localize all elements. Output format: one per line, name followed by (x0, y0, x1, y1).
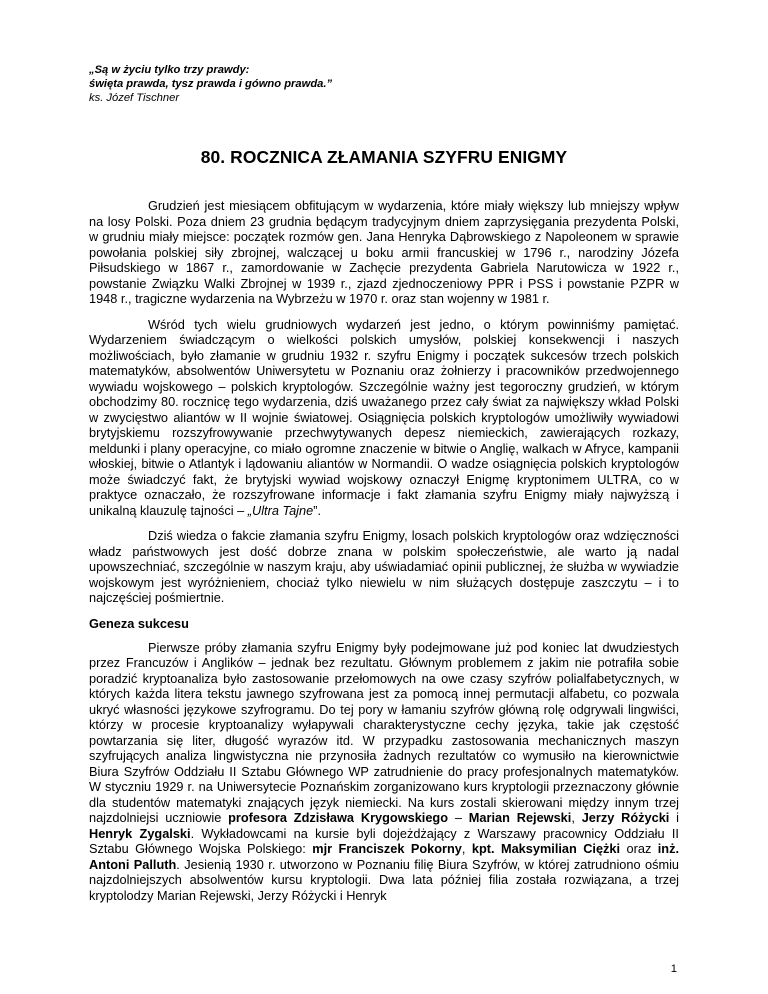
p4-bold-pokorny: mjr Franciszek Pokorny (312, 841, 462, 856)
page-body (89, 63, 679, 913)
motto-author: ks. Józef Tischner (89, 92, 180, 104)
motto-line-1: „Są w życiu tylko trzy prawdy: (89, 64, 250, 76)
paragraph-1: Grudzień jest miesiącem obfitującym w wydarzenia, które miały większy lub mniejszy wpływ na losy Polski. Poza dniem 23 grudnia będącym tradycyjnym dniem zaprzysięgania prezydenta Polski, w grudniu miały miejsce: początek rozmów gen. Jana Henryka Dąbrowskiego z Napoleonem w sprawie powołania polskiej siły zbrojnej, walczącej u boku armii francuskiej w 1796 r., narodziny Józefa Piłsudskiego w 1867 r., zamordowanie w Zachęcie prezydenta Gabriela Narutowicza w 1922 r., powstanie Związku Walki Zbrojnej w 1939 r., zjazd zjednoczeniowy PPR i PSS i powstanie PZPR w 1948 r., tragiczne wydarzenia na Wybrzeżu w 1970 r. oraz stan wojenny w 1981 r. (89, 198, 679, 306)
ultra-tajne-quote: „Ultra Tajne (247, 502, 314, 518)
p4-text-2: – (448, 810, 469, 825)
p4-text-4: i (669, 810, 680, 825)
p4-text-8: . Jesienią 1930 r. utworzono w Poznaniu filię Biura Szyfrów, w której zatrudniono ośmiu najzdolniejszych absolwentów kursu kryptologii. Dwa lata później filia została rozwiązana, a trzej kryptolodzy Marian Rejewski, Jerzy Różycki i Henryk (89, 856, 679, 903)
p4-text-5: . Wykładowcami na kursie byli dojeżdżający z Warszawy pracownicy Oddziału II Sztabu Głównego Wojska Polskiego: (89, 825, 679, 856)
p4-bold-rozycki: Jerzy Różycki (581, 810, 670, 825)
paragraph-4 (89, 640, 679, 904)
p4-text-6: , (461, 841, 472, 856)
document-title: 80. ROCZNICA ZŁAMANIA SZYFRU ENIGMY (200, 147, 568, 167)
paragraph-2-end: ”. (313, 502, 321, 518)
motto-line-2: święta prawda, tysz prawda i gówno prawda.” (89, 78, 333, 90)
p4-text-7: oraz (620, 841, 658, 856)
motto (89, 63, 679, 105)
p4-bold-krygowski: profesora Zdzisława Krygowskiego (228, 810, 449, 825)
section-heading: Geneza sukcesu (89, 615, 189, 631)
p4-bold-palluth: inż. Antoni Palluth (89, 841, 679, 872)
p4-text-3: , (571, 810, 582, 825)
paragraph-2-text: Wśród tych wielu grudniowych wydarzeń jest jedno, o którym powinniśmy pamiętać. Wydarzeniem świadczącym o wielkości polskich umysłów, polskiej konsekwencji i naszych możliwościach, było złamanie w grudniu 1932 r. szyfru Enigmy i początek sukcesów trzech polskich matematyków, absolwentów Uniwersytetu w Poznaniu oraz żołnierzy i pracowników przedwojennego wywiadu wojskowego – polskich kryptologów. Szczególnie ważny jest tegoroczny grudzień, w którym obchodzimy 80. rocznicę tego wydarzenia, dziś uważanego przez cały świat za największy wkład Polski w zwycięstwo aliantów w II wojnie światowej. Osiągnięcia polskich kryptologów umożliwiły wywiadowi brytyjskiemu rozszyfrowywanie przechwytywanych depesz niemieckich, zawierających rozkazy, meldunki i plany operacyjne, co miało ogromne znaczenie w bitwie o Anglię, walkach w Afryce, kampanii włoskiej, bitwie o Atlantyk i lądowaniu aliantów w Normandii. O wadze osiągnięcia polskich kryptologów może świadczyć fakt, że brytyjski wywiad wojskowy oznaczył Enigmę kryptonimem ULTRA, co w praktyce oznaczało, że rozszyfrowane informacje i fakt złamania szyfru Enigmy miały najwyższą i unikalną klauzulę tajności – (89, 316, 679, 518)
p4-text-1: Pierwsze próby złamania szyfru Enigmy były podejmowane już pod koniec lat dwudziestych przez Francuzów i Anglików – jednak bez rezultatu. Głównym problemem z jakim nie potrafiła sobie poradzić kryptoanaliza było zastosowanie przełomowych na owe czasy szyfrów polialfabetycznych, w których każda litera tekstu jawnego szyfrowana jest za pomocą innej permutacji alfabetu, co pozwala ukryć własności językowe szyfrogramu. Do tej pory w łamaniu szyfrów główną rolę odgrywali lingwiści, którzy w procesie kryptoanalizy wyłapywali charakterystyczne cechy języka, takie jak częstość powtarzania się liter, długość wyrazów itd. W przypadku zastosowania mechanicznych maszyn szyfrujących analiza lingwistyczna nie przynosiła żadnych rezultatów co wymusiło na kierownictwie Biura Szyfrów Oddziału II Sztabu Głównego WP zatrudnienie do pracy profesjonalnych matematyków. W styczniu 1929 r. na Uniwersytecie Poznańskim zorganizowano kurs kryptologii przeznaczony głównie dla studentów matematyki znających język niemiecki. Na kurs zostali skierowani między innym trzej najzdolniejsi uczniowie (89, 639, 679, 825)
p4-bold-ciezki: kpt. Maksymilian Ciężki (471, 841, 621, 856)
page-number: 1 (670, 963, 677, 975)
p4-bold-rejewski: Marian Rejewski (468, 810, 572, 825)
paragraph-3: Dziś wiedza o fakcie złamania szyfru Enigmy, losach polskich kryptologów oraz wdzięczności władz państwowych jest dość dobrze znana w polskim społeczeństwie, ale warto ją nadal upowszechniać, szczególnie w naszym kraju, aby uświadamiać opinii publicznej, że służba w wywiadzie wojskowym jest wyróżnieniem, chociaż tylko niewielu w nim służących dostępuje zaszczytu – i to najczęściej pośmiertnie. (89, 528, 679, 605)
paragraph-2 (89, 317, 679, 519)
p4-bold-zygalski: Henryk Zygalski (89, 825, 191, 841)
